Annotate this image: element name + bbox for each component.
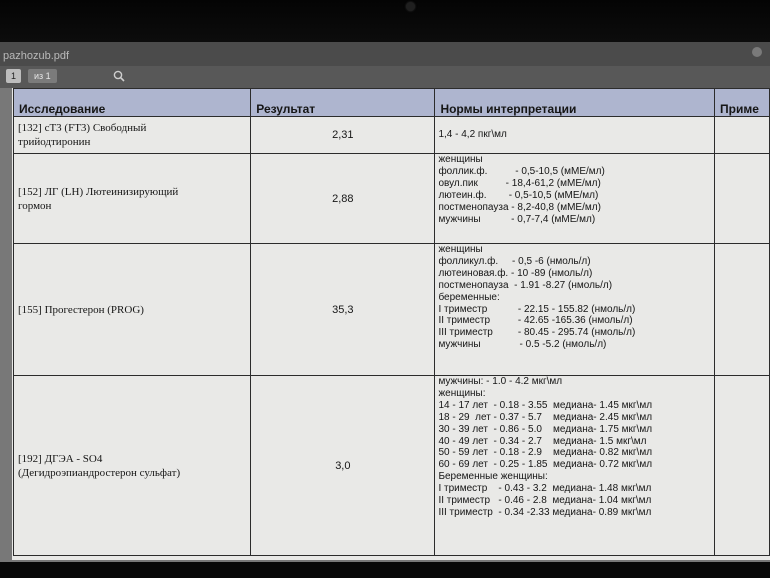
norm-line: 30 - 39 лет - 0.86 - 5.0 медиана- 1.75 мкг\мл [438,423,653,435]
title-bar [0,42,770,66]
notes-cell [715,244,770,376]
norm-line: II триместр - 0.46 - 2.8 медиана- 1.04 мкг\мл [438,495,652,507]
norms-cell [435,244,715,376]
norm-line: мужчины: - 1.0 - 4.2 мкг\мл [438,376,563,387]
norm-line: постменопауза - 8,2-40,8 (мМЕ/мл) [438,201,601,213]
norm-line: 14 - 17 лет - 0.18 - 3.55 медиана- 1.45 мкг\мл [438,399,653,411]
study-name-cell [14,154,251,244]
study-name-cell [14,117,251,154]
norm-line: II триместр - 42.65 -165.36 (нмоль/л) [438,315,633,327]
norm-line: I триместр - 0.43 - 3.2 медиана- 1.48 мкг\мл [438,483,652,495]
study-name-cell [14,244,251,376]
column-header-notes: Приме [715,89,770,117]
table-header-row [14,89,770,117]
norms-cell [435,117,715,154]
norm-line: фоллик.ф. - 0,5-10,5 (мМЕ/мл) [438,165,605,177]
norm-line: 18 - 29 лет - 0.37 - 5.7 медиана- 2.45 мкг\мл [438,411,653,423]
result-value: 35,3 [251,244,435,376]
norm-line: беременные: [438,291,500,303]
result-value: 2,31 [251,117,435,154]
screen [0,42,770,562]
document-viewport[interactable] [0,88,770,562]
study-name-line: (Дегидроэпиандростерон сульфат) [18,466,181,479]
table-row [14,244,770,376]
norm-line: Беременные женщины: [438,471,548,483]
table-row [14,154,770,244]
norm-line: лютеин.ф. - 0,5-10,5 (мМЕ/мл) [438,189,599,201]
study-name-cell [14,376,251,556]
norm-line: лютеиновая.ф. - 10 -89 (нмоль/л) [438,267,593,279]
search-icon[interactable] [112,69,126,83]
column-header-study: Исследование [14,89,251,117]
webcam-icon [406,2,415,11]
monitor-bezel-bottom [0,562,770,578]
norm-line: фолликул.ф. - 0,5 -6 (нмоль/л) [438,255,591,267]
norm-line: женщины: [438,387,486,399]
norm-line: мужчины - 0.5 -5.2 (нмоль/л) [438,339,607,351]
notes-cell [715,376,770,556]
notes-cell [715,117,770,154]
pdf-toolbar [0,66,770,88]
table-row [14,117,770,154]
results-table [13,88,770,556]
norm-line: мужчины - 0,7-7,4 (мМЕ/мл) [438,213,596,225]
column-header-norms: Нормы интерпретации [435,89,715,117]
page-number-input[interactable]: 1 [6,69,21,83]
column-header-result: Результат [251,89,435,117]
norm-line: женщины [438,244,483,255]
notes-cell [715,154,770,244]
monitor-bezel-top [0,0,770,42]
norm-line: I триместр - 22.15 - 155.82 (нмоль/л) [438,303,636,315]
result-value: 2,88 [251,154,435,244]
norm-line: овул.пик - 18,4-61,2 (мМЕ/мл) [438,177,601,189]
norm-line: 60 - 69 лет - 0.25 - 1.85 медиана- 0.72 мкг\мл [438,459,653,471]
norms-cell [435,154,715,244]
study-name-line: гормон [18,199,52,212]
study-name-line: [155] Прогестерон (PROG) [18,303,144,316]
study-name-line: трийодтиронин [18,136,91,148]
norm-line: 40 - 49 лет - 0.34 - 2.7 медиана- 1.5 мкг\мл [438,435,647,447]
result-value: 3,0 [251,376,435,556]
page-count-label: из 1 [28,69,57,83]
table-row [14,376,770,556]
norm-line: III триместр - 80.45 - 295.74 (нмоль/л) [438,327,636,339]
norms-cell [435,376,715,556]
norm-line: 50 - 59 лет - 0.18 - 2.9 медиана- 0.82 мкг\мл [438,447,653,459]
norm-line: 1,4 - 4,2 пкг\мл [438,129,507,141]
window-title: pazhozub.pdf [3,50,70,62]
study-name-line: [192] ДГЭА - SO4 [18,452,103,465]
norm-line: женщины [438,154,483,165]
norm-line: III триместр - 0.34 -2.33 медиана- 0.89 мкг\мл [438,506,652,518]
window-control-icon[interactable] [752,47,762,57]
study-name-line: [152] ЛГ (LH) Лютеинизирующий [18,185,179,198]
study-name-line: [132] cT3 (FT3) Свободный [18,122,147,134]
norm-line: постменопауза - 1.91 -8.27 (нмоль/л) [438,279,613,291]
